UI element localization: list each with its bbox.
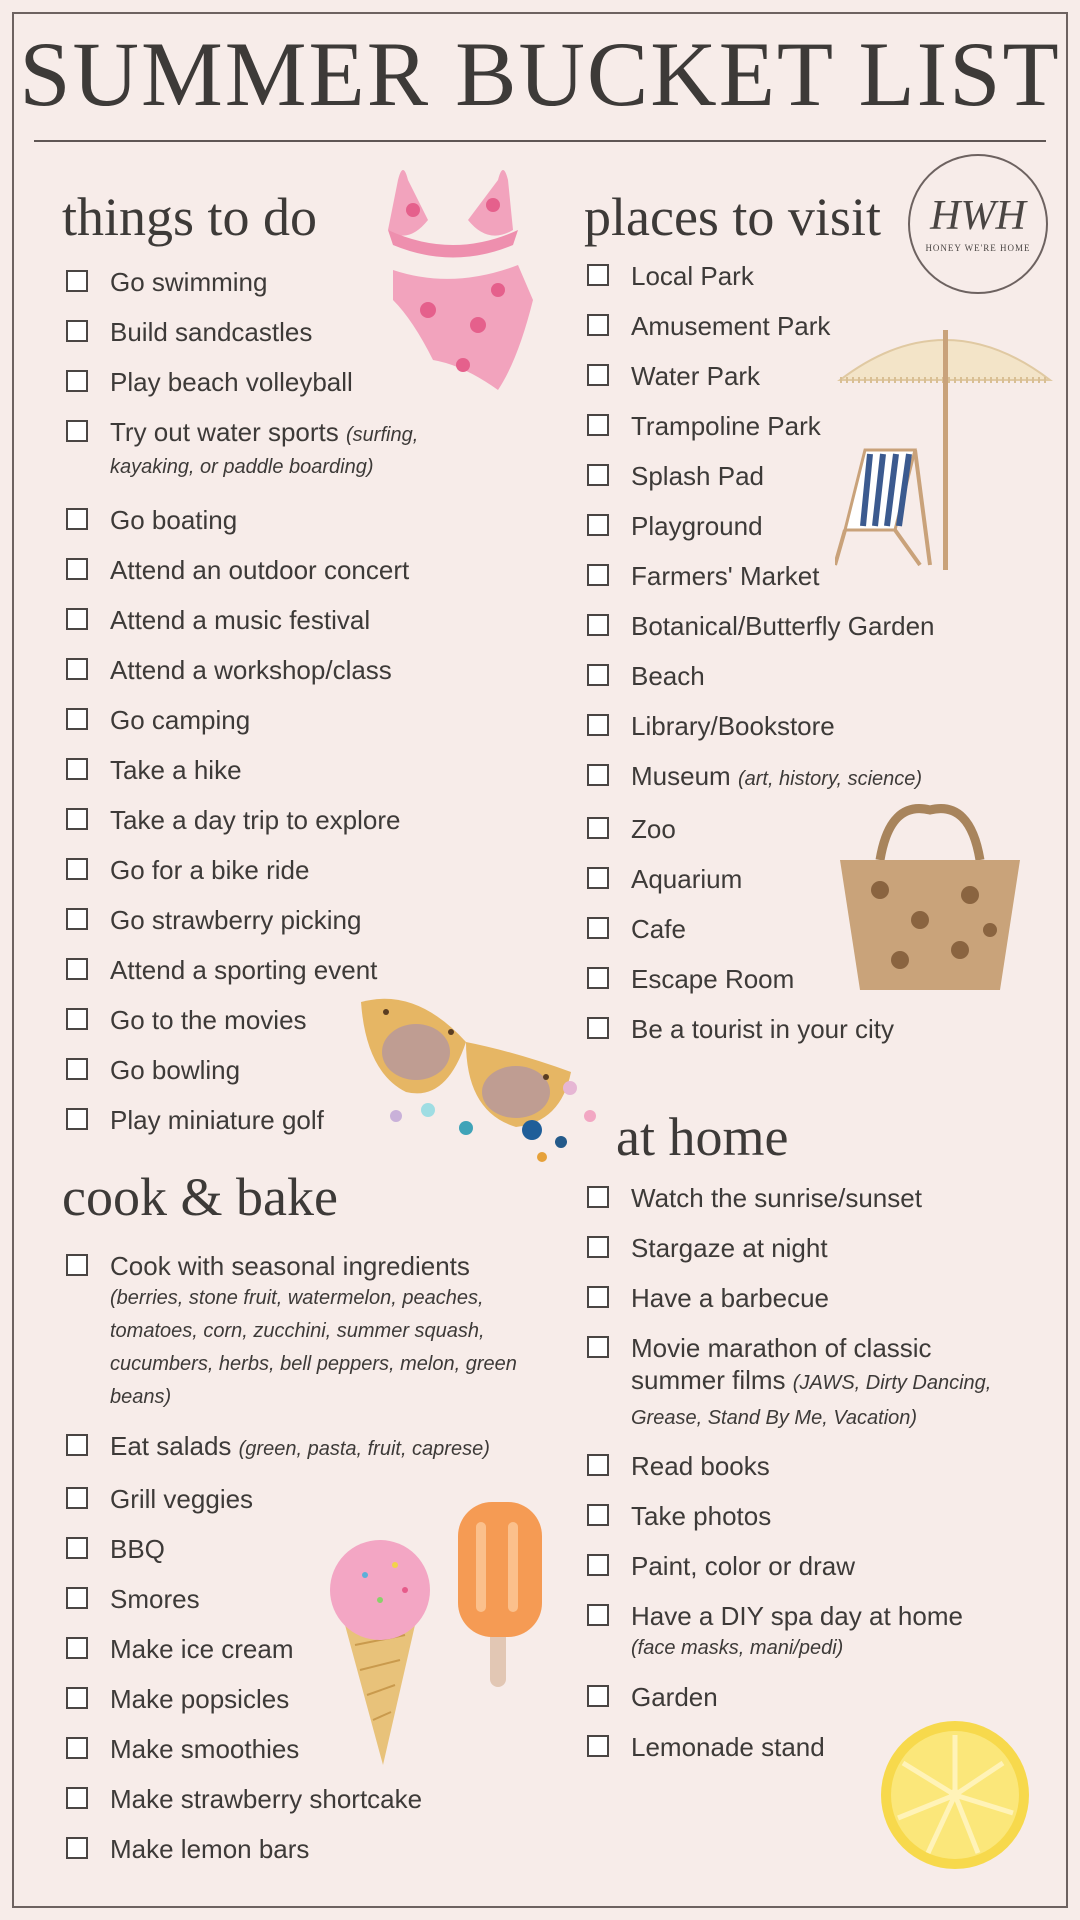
item-label: Watch the sunrise/sunset (631, 1183, 922, 1213)
checklist-item (66, 604, 506, 636)
item-text (631, 1182, 922, 1214)
checklist-item (587, 1013, 1007, 1045)
checkbox[interactable] (66, 1254, 88, 1276)
checkbox[interactable] (587, 1286, 609, 1308)
checklist-item (66, 1783, 556, 1815)
item-label: Make smoothies (110, 1734, 300, 1764)
item-label: Splash Pad (631, 461, 764, 491)
item-label: Farmers' Market (631, 561, 820, 591)
checkbox[interactable] (66, 1787, 88, 1809)
item-text (110, 1583, 200, 1615)
checklist-item (66, 704, 506, 736)
checkbox[interactable] (66, 908, 88, 930)
item-label: Trampoline Park (631, 411, 821, 441)
item-label: Play miniature golf (110, 1105, 324, 1135)
beach-chair-icon (835, 440, 945, 570)
item-text (631, 1500, 771, 1532)
checkbox[interactable] (66, 270, 88, 292)
item-text (110, 1004, 307, 1036)
heading-cook-and-bake: cook & bake (62, 1167, 338, 1227)
item-label: Escape Room (631, 964, 795, 994)
item-note: (art, history, science) (737, 768, 923, 790)
item-label: Make strawberry shortcake (110, 1784, 423, 1814)
item-label: Botanical/Butterfly Garden (631, 611, 935, 641)
checkbox[interactable] (66, 808, 88, 830)
item-text (631, 460, 764, 492)
item-label: Zoo (631, 814, 676, 844)
item-label: Take photos (631, 1501, 772, 1531)
checklist-item (66, 804, 506, 836)
item-text (110, 266, 267, 298)
item-label: Stargaze at night (631, 1233, 828, 1263)
item-text (631, 813, 676, 845)
checkbox[interactable] (66, 1434, 88, 1456)
checklist-item (587, 1450, 1017, 1482)
item-text (110, 1533, 165, 1565)
item-label: Be a tourist in your city (631, 1014, 894, 1044)
checkbox[interactable] (66, 1637, 88, 1659)
checklist-item (66, 954, 506, 986)
heading-places-to-visit: places to visit (584, 187, 881, 247)
checkbox[interactable] (66, 320, 88, 342)
checklist-item (66, 504, 506, 536)
item-label: Lemonade stand (631, 1732, 825, 1762)
page-title: SUMMER BUCKET LIST (19, 23, 1061, 125)
item-text (110, 604, 370, 636)
item-text (631, 1013, 894, 1045)
item-label: Amusement Park (631, 311, 831, 341)
item-text (631, 963, 794, 995)
heading-things-to-do: things to do (62, 187, 318, 247)
item-label: Cook with seasonal ingredients (110, 1251, 470, 1281)
item-label: Attend a music festival (110, 605, 371, 635)
checkbox[interactable] (587, 714, 609, 736)
checklist-item (66, 1733, 556, 1765)
item-label: Playground (631, 511, 763, 541)
item-note: (green, pasta, fruit, caprese) (238, 1438, 490, 1460)
checkbox[interactable] (66, 658, 88, 680)
item-text (631, 1550, 855, 1582)
item-text (631, 410, 821, 442)
checkbox[interactable] (587, 1554, 609, 1576)
item-text (631, 1282, 829, 1314)
checkbox[interactable] (66, 758, 88, 780)
checklist-item (587, 1182, 1017, 1214)
checkbox[interactable] (66, 1837, 88, 1859)
checkbox[interactable] (66, 1687, 88, 1709)
item-label: Beach (631, 661, 705, 691)
item-text (110, 754, 242, 786)
straw-bag-icon (830, 800, 1030, 1000)
item-label: Go camping (110, 705, 251, 735)
item-label: Have a barbecue (631, 1283, 830, 1313)
checkbox[interactable] (587, 264, 609, 286)
checklist-item (66, 554, 506, 586)
at-home-list (587, 1182, 1017, 1781)
checkbox[interactable] (587, 1186, 609, 1208)
item-text (110, 704, 250, 736)
item-text (110, 1054, 240, 1086)
checkbox[interactable] (587, 1604, 609, 1626)
item-note: (surfing, (346, 424, 419, 446)
item-text (110, 854, 309, 886)
item-text (110, 1783, 422, 1815)
checkbox[interactable] (587, 664, 609, 686)
checklist-item (587, 1500, 1017, 1532)
item-label: Make lemon bars (110, 1834, 310, 1864)
item-text (631, 510, 763, 542)
item-label: Water Park (631, 361, 761, 391)
item-text (631, 913, 686, 945)
item-label: Go to the movies (110, 1005, 307, 1035)
checkbox[interactable] (587, 817, 609, 839)
checkbox[interactable] (66, 1587, 88, 1609)
checkbox[interactable] (66, 558, 88, 580)
item-text (631, 310, 830, 342)
checklist-item (66, 654, 506, 686)
checkbox[interactable] (66, 420, 88, 442)
checklist-item (587, 1282, 1017, 1314)
item-text (631, 1332, 1017, 1434)
item-label: Attend an outdoor concert (110, 555, 410, 585)
checkbox[interactable] (66, 370, 88, 392)
checklist-item (587, 610, 1007, 642)
item-text (110, 954, 377, 986)
item-text (110, 1683, 289, 1715)
item-label: Make popsicles (110, 1684, 290, 1714)
item-label: BBQ (110, 1534, 165, 1564)
checkbox[interactable] (587, 1685, 609, 1707)
checklist-item (587, 1332, 1017, 1434)
item-label: Attend a workshop/class (110, 655, 392, 685)
item-label: Go for a bike ride (110, 855, 310, 885)
checklist-item (66, 1250, 556, 1414)
checklist-item (66, 754, 506, 786)
item-label: Smores (110, 1584, 200, 1614)
item-text (110, 1250, 556, 1414)
sunglasses-icon (356, 992, 606, 1168)
item-label: Eat salads (110, 1431, 232, 1461)
checkbox[interactable] (587, 564, 609, 586)
checkbox[interactable] (587, 1236, 609, 1258)
checklist-item (587, 1550, 1017, 1582)
checkbox[interactable] (66, 1108, 88, 1130)
item-label: Movie marathon of classic summer films (631, 1333, 932, 1395)
item-text (110, 1733, 299, 1765)
item-label: Museum (631, 761, 731, 791)
checkbox[interactable] (66, 1058, 88, 1080)
checkbox[interactable] (66, 1487, 88, 1509)
item-text (110, 1483, 253, 1515)
checklist-item (587, 260, 1007, 292)
item-text (631, 863, 742, 895)
item-text (631, 1731, 825, 1763)
checkbox[interactable] (66, 608, 88, 630)
item-text (110, 316, 312, 348)
checklist-item (66, 1833, 556, 1865)
item-text (110, 904, 361, 936)
item-text (110, 1633, 294, 1665)
checkbox[interactable] (587, 917, 609, 939)
item-label: Make ice cream (110, 1634, 294, 1664)
ice-cream-cone-icon (325, 1530, 435, 1770)
checklist-item (66, 1430, 556, 1465)
checkbox[interactable] (587, 967, 609, 989)
item-text (110, 554, 409, 586)
checklist-item (587, 710, 1007, 742)
item-label: Cafe (631, 914, 686, 944)
popsicle-icon (452, 1497, 548, 1692)
item-text (631, 760, 922, 795)
item-label: Take a hike (110, 755, 242, 785)
checkbox[interactable] (66, 1008, 88, 1030)
item-label: Attend a sporting event (110, 955, 378, 985)
item-text (631, 660, 705, 692)
item-text (631, 260, 754, 292)
item-subnote: (face masks, mani/pedi) (631, 1637, 844, 1659)
item-note: (JAWS, Dirty Dancing, Grease, Stand By Me, Vacation) (631, 1372, 992, 1429)
checklist-item (587, 1232, 1017, 1264)
checklist-item (587, 1681, 1017, 1713)
item-text (110, 1833, 309, 1865)
checklist-item (66, 854, 506, 886)
item-text (631, 560, 819, 592)
logo-monogram: HWH (930, 193, 1026, 239)
checklist-item (587, 1600, 1017, 1665)
checkbox[interactable] (66, 1737, 88, 1759)
item-subnote: kayaking, or paddle boarding) (110, 456, 374, 478)
checkbox[interactable] (66, 958, 88, 980)
item-text (110, 804, 401, 836)
checkbox[interactable] (587, 867, 609, 889)
item-label: Paint, color or draw (631, 1551, 855, 1581)
checklist-item (66, 416, 506, 484)
checklist-item (587, 660, 1007, 692)
item-label: Try out water sports (110, 417, 339, 447)
checklist-item (587, 760, 1007, 795)
item-text (631, 1450, 770, 1482)
checkbox[interactable] (66, 1537, 88, 1559)
checkbox[interactable] (587, 364, 609, 386)
checklist-item (66, 904, 506, 936)
item-label: Take a day trip to explore (110, 805, 401, 835)
item-label: Have a DIY spa day at home (631, 1601, 963, 1631)
item-label: Go strawberry picking (110, 905, 362, 935)
item-label: Go swimming (110, 267, 268, 297)
bikini-icon (368, 150, 538, 400)
checkbox[interactable] (66, 858, 88, 880)
checkbox[interactable] (587, 314, 609, 336)
lemon-slice-icon (878, 1718, 1032, 1872)
item-text (110, 1430, 490, 1465)
heading-at-home: at home (616, 1107, 789, 1167)
item-label: Garden (631, 1682, 718, 1712)
item-label: Go bowling (110, 1055, 241, 1085)
item-text (110, 1104, 324, 1136)
item-label: Read books (631, 1451, 770, 1481)
checkbox[interactable] (587, 1504, 609, 1526)
item-label: Grill veggies (110, 1484, 254, 1514)
checkbox[interactable] (587, 1735, 609, 1757)
item-text (110, 416, 418, 484)
item-label: Aquarium (631, 864, 743, 894)
item-label: Play beach volleyball (110, 367, 353, 397)
checkbox[interactable] (587, 764, 609, 786)
item-text (631, 360, 760, 392)
item-label: Go boating (110, 505, 238, 535)
checkbox[interactable] (587, 414, 609, 436)
item-label: Local Park (631, 261, 754, 291)
checkbox[interactable] (587, 1336, 609, 1358)
item-label: Library/Bookstore (631, 711, 835, 741)
item-text (631, 1600, 963, 1665)
checkbox[interactable] (587, 514, 609, 536)
item-text (110, 366, 353, 398)
checkbox[interactable] (587, 614, 609, 636)
item-text (631, 710, 835, 742)
checkbox[interactable] (587, 1454, 609, 1476)
item-text (631, 610, 935, 642)
checkbox[interactable] (587, 464, 609, 486)
checkbox[interactable] (66, 708, 88, 730)
title-divider (34, 140, 1046, 142)
item-subnote: (berries, stone fruit, watermelon, peaches, tomatoes, corn, zucchini, summer squash, cucumbers, herbs, bell peppers, melon, green beans) (110, 1287, 517, 1408)
item-label: Build sandcastles (110, 317, 313, 347)
item-text (631, 1681, 718, 1713)
item-text (110, 654, 392, 686)
logo-text: HONEY WE'RE HOME (925, 243, 1031, 253)
checkbox[interactable] (66, 508, 88, 530)
item-text (110, 504, 237, 536)
item-text (631, 1232, 828, 1264)
